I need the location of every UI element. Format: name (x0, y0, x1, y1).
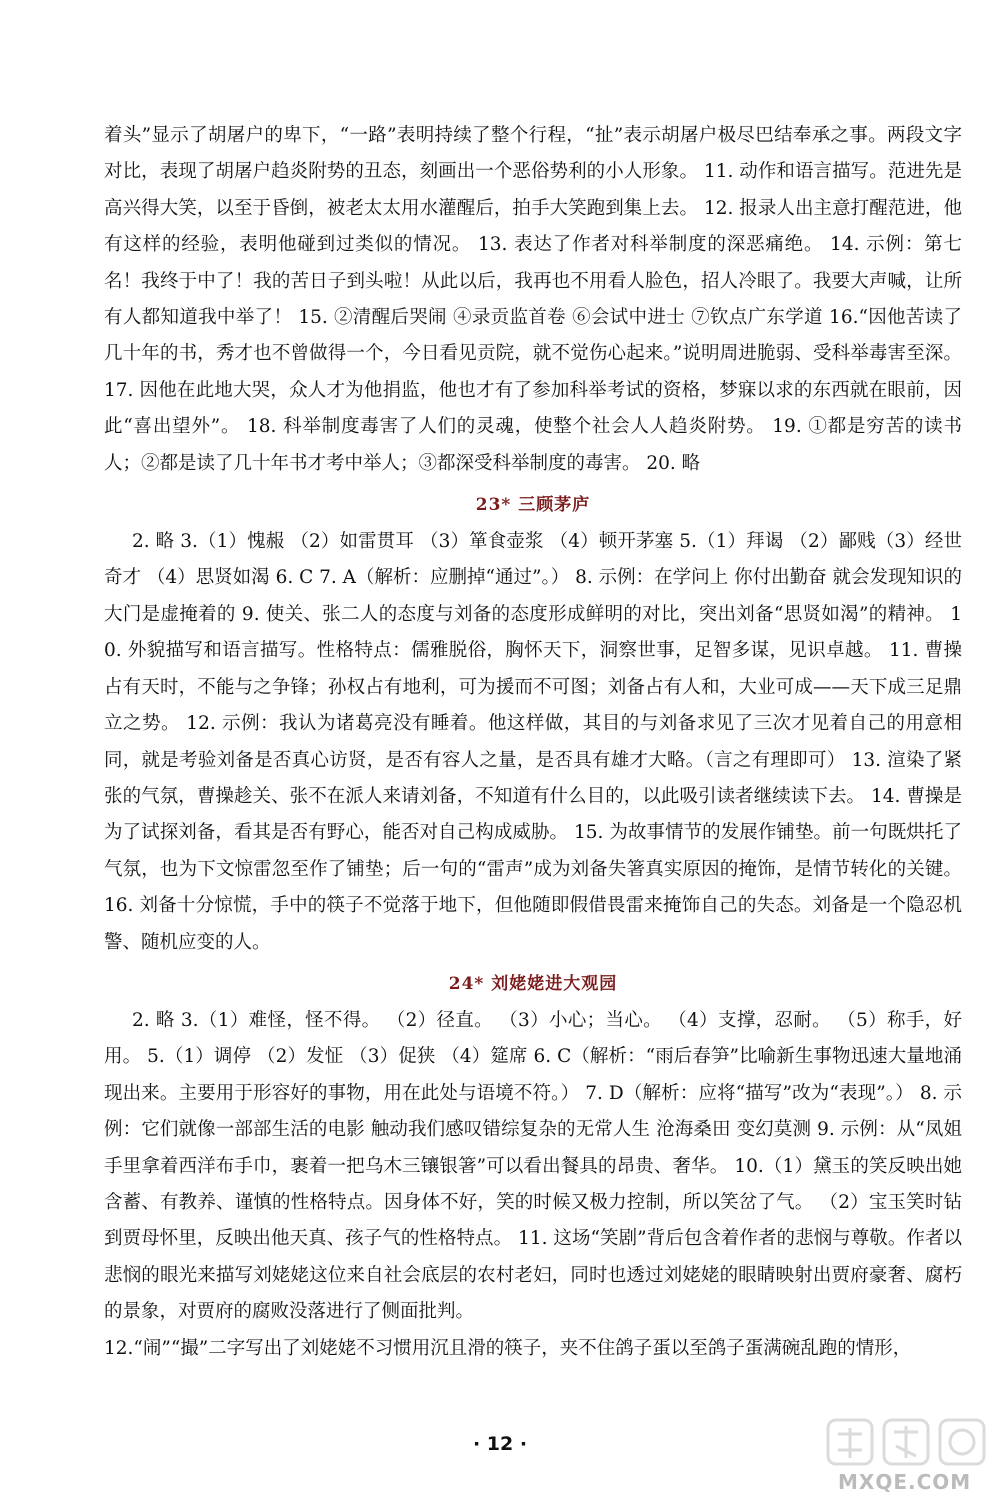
page-number: · 12 · (472, 1433, 528, 1455)
watermark-text: MXQE.COM (838, 1470, 972, 1494)
paragraph: 2. 略 3.（1）愧赧 （2）如雷贯耳 （3）箪食壶浆 （4）顿开茅塞 5.（1）拜谒 （2）鄙贱（3）经世奇才 （4）思贤如渴 6. C 7. A（解析：应删掉“通过”。） 8. 示例：在学问上 你付出勤奋 就会发现知识的大门是虚掩着的 9. 使关、张二人的态度与刘备的态度形成鲜明的对比，突出刘备“思贤如渴”的精神。 10. 外貌描写和语言描写。性格特点：儒雅脱俗，胸怀天下，洞察世事，足智多谋，见识卓越。 11. 曹操占有天时，不能与之争锋；孙权占有地利，可为援而不可图；刘备占有人和，大业可成——天下成三足鼎立之势。 12. 示例：我认为诸葛亮没有睡着。他这样做，其目的与刘备求见了三次才见着自己的用意相同，就是考验刘备是否真心访贤，是否有容人之量，是否具有雄才大略。（言之有理即可） 13. 渲染了紧张的气氛，曹操趁关、张不在派人来请刘备，不知道有什么目的，以此吸引读者继续读下去。 14. 曹操是为了试探刘备，看其是否有野心，能否对自己构成威胁。 15. 为故事情节的发展作铺垫。前一句既烘托了气氛，也为下文惊雷忽至作了铺垫；后一句的“雷声”成为刘备失箸真实原因的掩饰，是情节转化的关键。 16. 刘备十分惊慌，手中的筷子不觉落于地下，但他随即假借畏雷来掩饰自己的失态。刘备是一个隐忍机警、随机应变的人。 (104, 531, 962, 953)
paragraph: 2. 略 3.（1）难怪，怪不得。 （2）径直。 （3）小心；当心。 （4）支撑，忍耐。 （5）称手，好用。 5.（1）调停 （2）发怔 （3）促狭 （4）筵席 6. C（解析：“雨后春笋”比喻新生事物迅速大量地涌现出来。主要用于形容好的事物，用在此处与语境不符。） 7. D（解析：应将“描写”改为“表现”。） 8. 示例：它们就像一部部生活的电影 触动我们感叹错综复杂的无常人生 沧海桑田 变幻莫测 9. 示例：从“凤姐手里拿着西洋布手巾，裹着一把乌木三镶银箸”可以看出餐具的昂贵、奢华。 10.（1）黛玉的笑反映出她含蓄、有教养、谨慎的性格特点。因身体不好，笑的时候又极力控制，所以笑岔了气。 （2）宝玉笑时钻到贾母怀里，反映出他天真、孩子气的性格特点。 11. 这场“笑剧”背后包含着作者的悲悯与尊敬。作者以悲悯的眼光来描写刘姥姥这位来自社会底层的农村老妇，同时也透过刘姥姥的眼睛映射出贾府豪奢、腐朽的景象，对贾府的腐败没落进行了侧面批判。 (104, 1009, 962, 1323)
paragraph: 着头”显示了胡屠户的卑下，“一路”表明持续了整个行程，“扯”表示胡屠户极尽巴结奉承之事。两段文字对比，表现了胡屠户趋炎附势的丑态，刻画出一个恶俗势利的小人形象。 11. 动作和语言描写。范进先是高兴得大笑，以至于昏倒，被老太太用水灌醒后，拍手大笑跑到集上去。 12. 报录人出主意打醒范进，他有这样的经验，表明他碰到过类似的情况。 13. 表达了作者对科举制度的深恶痛绝。 14. 示例：第七名！我终于中了！我的苦日子到头啦！从此以后，我再也不用看人脸色，招人冷眼了。我要大声喊，让所有人都知道我中举了！ 15. ②清醒后哭闹 ④录贡监首卷 ⑥会试中进士 ⑦钦点广东学道 16.“因他苦读了几十年的书，秀才也不曾做得一个，今日看见贡院，就不觉伤心起来。”说明周进脆弱、受科举毒害至深。 17. 因他在此地大哭，众人才为他捐监，他也才有了参加科举考试的资格，梦寐以求的东西就在眼前，因此“喜出望外”。 18. 科举制度毒害了人们的灵魂，使整个社会人人趋炎附势。 19. ①都是穷苦的读书人；②都是读了几十年书才考中举人；③都深受科举制度的毒害。 20. 略 (104, 125, 962, 474)
section-heading: 24* 刘姥姥进大观园 (448, 973, 618, 994)
paragraph: 12.“闹”“撮”二字写出了刘姥姥不习惯用沉且滑的筷子，夹不住鸽子蛋以至鸽子蛋满碗乱跑的情形， (104, 1337, 912, 1359)
section-heading: 23* 三顾茅庐 (475, 495, 591, 516)
answer-content (104, 118, 962, 1367)
